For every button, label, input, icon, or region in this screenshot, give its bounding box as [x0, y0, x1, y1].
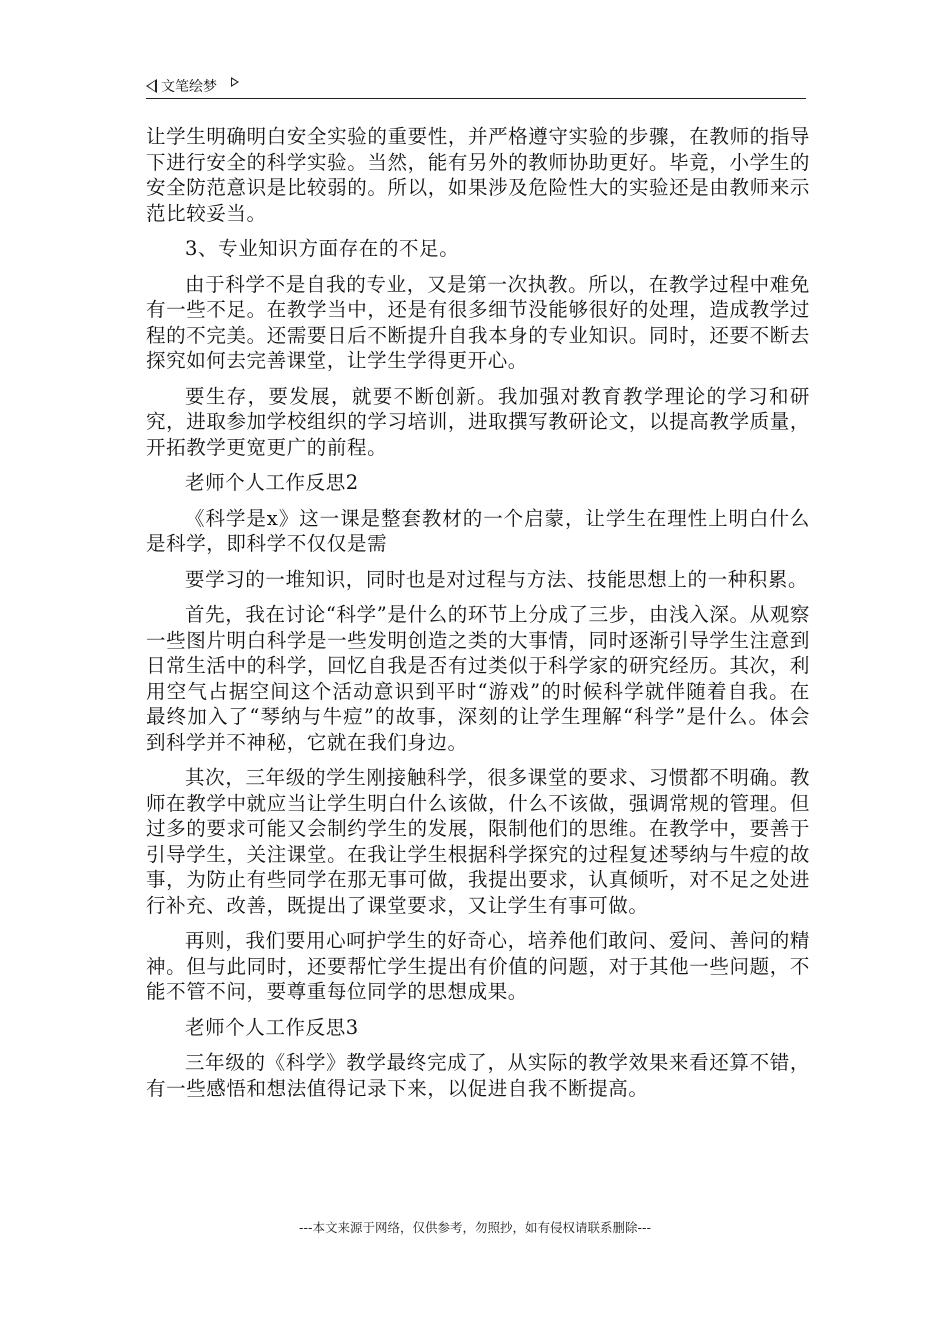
paragraph: 要学习的一堆知识，同时也是对过程与方法、技能思想上的一种积累。: [185, 567, 809, 591]
paragraph: 首先，我在讨论“科学”是什么的环节上分成了三步，由浅入深。从观察一些图片明白科学是一些发明创造之类的大事情，同时逐渐引导学生注意到日常生活中的科学，回忆自我是否有过类似于科学家的研究经历。其次，利用空气占据空间这个活动意识到平时“游戏”的时候科学就伴随着自我。在最终加入了“琴纳与牛痘”的故事，深刻的让学生理解“科学”是什么。体会到科学并不神秘，它就在我们身边。: [146, 603, 810, 754]
paragraph: 三年级的《科学》教学最终完成了，从实际的教学效果来看还算不错，有一些感悟和想法值得记录下来，以促进自我不断提高。: [146, 1051, 810, 1100]
paragraph: 《科学是x》这一课是整套教材的一个启蒙，让学生在理性上明白什么是科学，即科学不仅仅是需: [146, 506, 810, 555]
section-heading: 老师个人工作反思2: [185, 471, 359, 494]
triangle-right-icon: [231, 77, 239, 87]
paragraph: 要生存，要发展，就要不断创新。我加强对教育教学理论的学习和研究，进取参加学校组织的学习培训，进取撰写教研论文，以提高教学质量，开拓教学更宽更广的前程。: [146, 384, 810, 459]
document-body: [146, 124, 810, 1111]
paragraph: 由于科学不是自我的专业，又是第一次执教。所以，在教学过程中难免有一些不足。在教学当中，还是有很多细节没能够很好的处理，造成教学过程的不完美。还需要日后不断提升自我本身的专业知识。同时，还要不断去探究如何去完善课堂，让学生学得更开心。: [146, 272, 810, 372]
section-heading: 老师个人工作反思3: [185, 1015, 359, 1039]
paragraph: 再则，我们要用心呵护学生的好奇心，培养他们敢问、爱问、善问的精神。但与此同时，还要帮忙学生提出有价值的问题，对于其他一些问题，不能不管不问，要尊重每位同学的思想成果。: [146, 929, 810, 1003]
paragraph: 其次，三年级的学生刚接触科学，很多课堂的要求、习惯都不明确。教师在教学中就应当让学生明白什么该做，什么不该做，强调常规的管理。但过多的要求可能又会制约学生的发展，限制他们的思维。在教学中，要善于引导学生，关注课堂。在我让学生根据科学探究的过程复述琴纳与牛痘的故事，为防止有些同学在那无事可做，我提出要求，认真倾听，对不足之处进行补充、改善，既提出了课堂要求，又让学生有事可做。: [146, 766, 810, 917]
page-header: [146, 74, 806, 99]
section-heading: 3、专业知识方面存在的不足。: [185, 237, 460, 260]
header-brand: 文笔绘梦: [161, 79, 217, 95]
footer-notice: ---本文来源于网络，仅供参考，勿照抄，如有侵权请联系删除---: [298, 1220, 652, 1235]
paragraph: 让学生明确明白安全实验的重要性，并严格遵守实验的步骤，在教师的指导下进行安全的科学实验。当然，能有另外的教师协助更好。毕竟，小学生的安全防范意识是比较弱的。所以，如果涉及危险性大的实验还是由教师来示范比较妥当。: [146, 125, 810, 225]
triangle-left-icon: [146, 79, 157, 93]
